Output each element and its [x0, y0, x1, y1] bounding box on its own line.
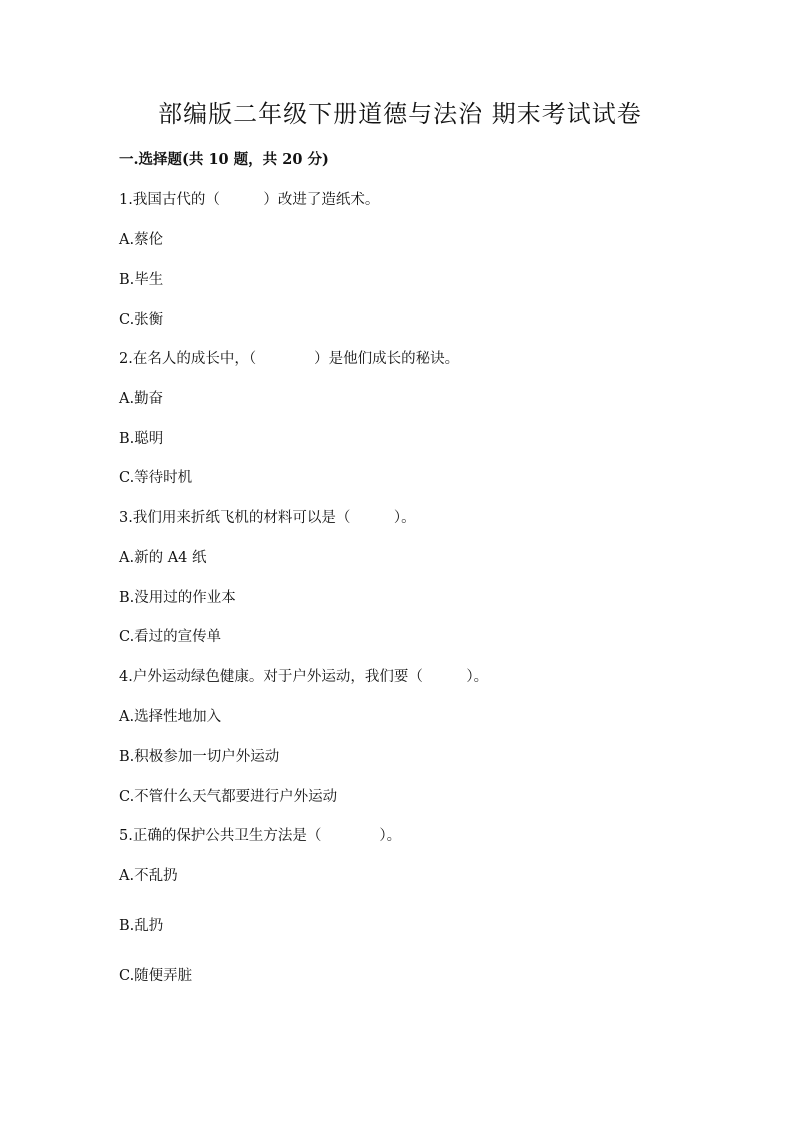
question-4-option-b: B.积极参加一切户外运动: [119, 749, 280, 765]
question-4-option-a: A.选择性地加入: [119, 709, 222, 725]
question-2-stem: 2.在名人的成长中，（ ）是他们成长的秘诀。: [119, 351, 460, 367]
question-3-option-a: A.新的 A4 纸: [119, 550, 207, 566]
question-5-stem: 5.正确的保护公共卫生方法是（ ）。: [119, 828, 402, 844]
question-3-option-c: C.看过的宣传单: [119, 629, 222, 645]
question-1-option-b: B.毕生: [119, 272, 164, 288]
question-4-stem: 4.户外运动绿色健康。对于户外运动，我们要（ ）。: [119, 669, 489, 685]
question-1-option-a: A.蔡伦: [119, 232, 164, 248]
question-2-option-c: C.等待时机: [119, 470, 193, 486]
question-5-option-b: B.乱扔: [119, 918, 164, 934]
question-4-option-c: C.不管什么天气都要进行户外运动: [119, 789, 338, 805]
question-1-stem: 1.我国古代的（ ）改进了造纸术。: [119, 192, 380, 208]
question-2-option-b: B.聪明: [119, 431, 164, 447]
question-5-option-c: C.随便弄脏: [119, 968, 193, 984]
question-5-option-a: A.不乱扔: [119, 868, 178, 884]
section-heading: 一.选择题(共 10 题，共 20 分): [119, 151, 329, 168]
question-2-option-a: A.勤奋: [119, 391, 164, 407]
question-3-stem: 3.我们用来折纸飞机的材料可以是（ ）。: [119, 510, 416, 526]
question-3-option-b: B.没用过的作业本: [119, 590, 236, 606]
question-1-option-c: C.张衡: [119, 312, 164, 328]
page-title: 部编版二年级下册道德与法治 期末考试试卷: [158, 100, 642, 128]
